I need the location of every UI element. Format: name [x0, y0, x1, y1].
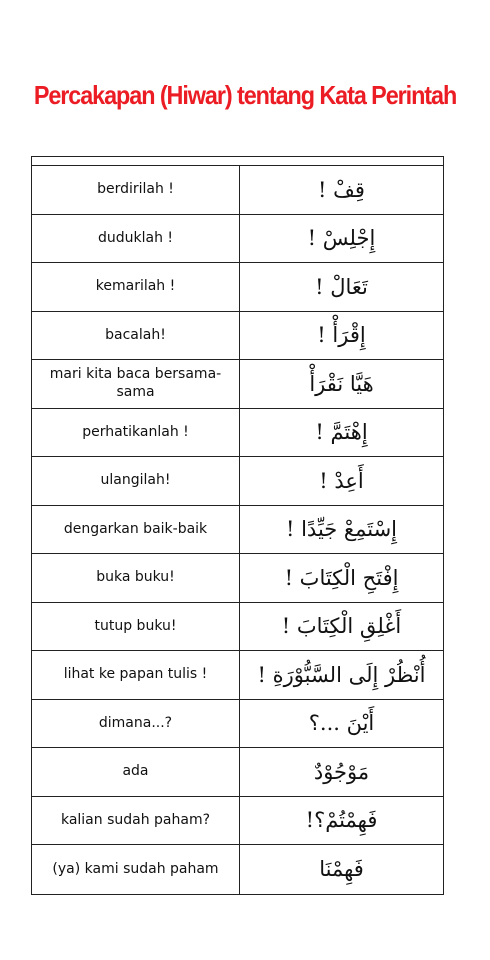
indonesian-cell: ada: [32, 748, 240, 796]
indonesian-cell: tutup buku!: [32, 603, 240, 651]
page-title: Percakapan (Hiwar) tentang Kata Perintah: [33, 80, 457, 110]
arabic-cell: فَهِمْتُمْ؟!: [305, 808, 378, 833]
indonesian-cell: ulangilah!: [32, 457, 240, 505]
table-row: [32, 797, 443, 846]
table-row: [32, 457, 443, 506]
arabic-cell: قِفْ !: [318, 177, 365, 202]
arabic-cell: إِهْتَمَّ !: [315, 420, 368, 445]
table-row: [32, 700, 443, 749]
table-row: [32, 506, 443, 555]
table-row: [32, 312, 443, 361]
table-row: [32, 554, 443, 603]
indonesian-cell: kemarilah !: [32, 263, 240, 311]
table-row: [32, 360, 443, 409]
vocabulary-table: [31, 156, 444, 895]
table-row: [32, 603, 443, 652]
indonesian-cell: perhatikanlah !: [32, 409, 240, 457]
indonesian-cell: dimana...?: [32, 700, 240, 748]
arabic-cell: فَهِمْنَا: [319, 857, 364, 882]
indonesian-cell: lihat ke papan tulis !: [32, 651, 240, 699]
indonesian-cell: kalian sudah paham?: [32, 797, 240, 845]
table-header-strip: [32, 157, 443, 166]
indonesian-cell: mari kita baca bersama-sama: [32, 360, 240, 408]
indonesian-cell: (ya) kami sudah paham: [32, 845, 240, 894]
arabic-cell: أَيْنَ ...؟: [308, 711, 375, 736]
arabic-cell: مَوْجُوْدٌ: [313, 759, 370, 784]
arabic-cell: تَعَالْ !: [315, 274, 368, 299]
indonesian-cell: dengarkan baik-baik: [32, 506, 240, 554]
indonesian-cell: berdirilah !: [32, 166, 240, 214]
arabic-cell: إِفْتَحِ الْكِتَابَ !: [284, 565, 399, 590]
indonesian-cell: bacalah!: [32, 312, 240, 360]
arabic-cell: أَغْلِقِ الْكِتَابَ !: [281, 614, 402, 639]
table-row: [32, 263, 443, 312]
table-row: [32, 215, 443, 264]
arabic-cell: إِجْلِسْ !: [307, 226, 376, 251]
arabic-cell: إِسْتَمِعْ جَيِّدًا !: [285, 517, 398, 542]
table-row: [32, 409, 443, 458]
table-row: [32, 845, 443, 894]
table-row: [32, 651, 443, 700]
indonesian-cell: duduklah !: [32, 215, 240, 263]
table-row: [32, 166, 443, 215]
arabic-cell: أَعِدْ !: [319, 468, 364, 493]
indonesian-cell: buka buku!: [32, 554, 240, 602]
arabic-cell: أُنْظُرْ إِلَى السَّبُّوْرَةِ !: [257, 662, 426, 687]
arabic-cell: إِقْرَأْ !: [317, 323, 366, 348]
table-row: [32, 748, 443, 797]
arabic-cell: هَيَّا نَقْرَأْ: [309, 371, 374, 396]
